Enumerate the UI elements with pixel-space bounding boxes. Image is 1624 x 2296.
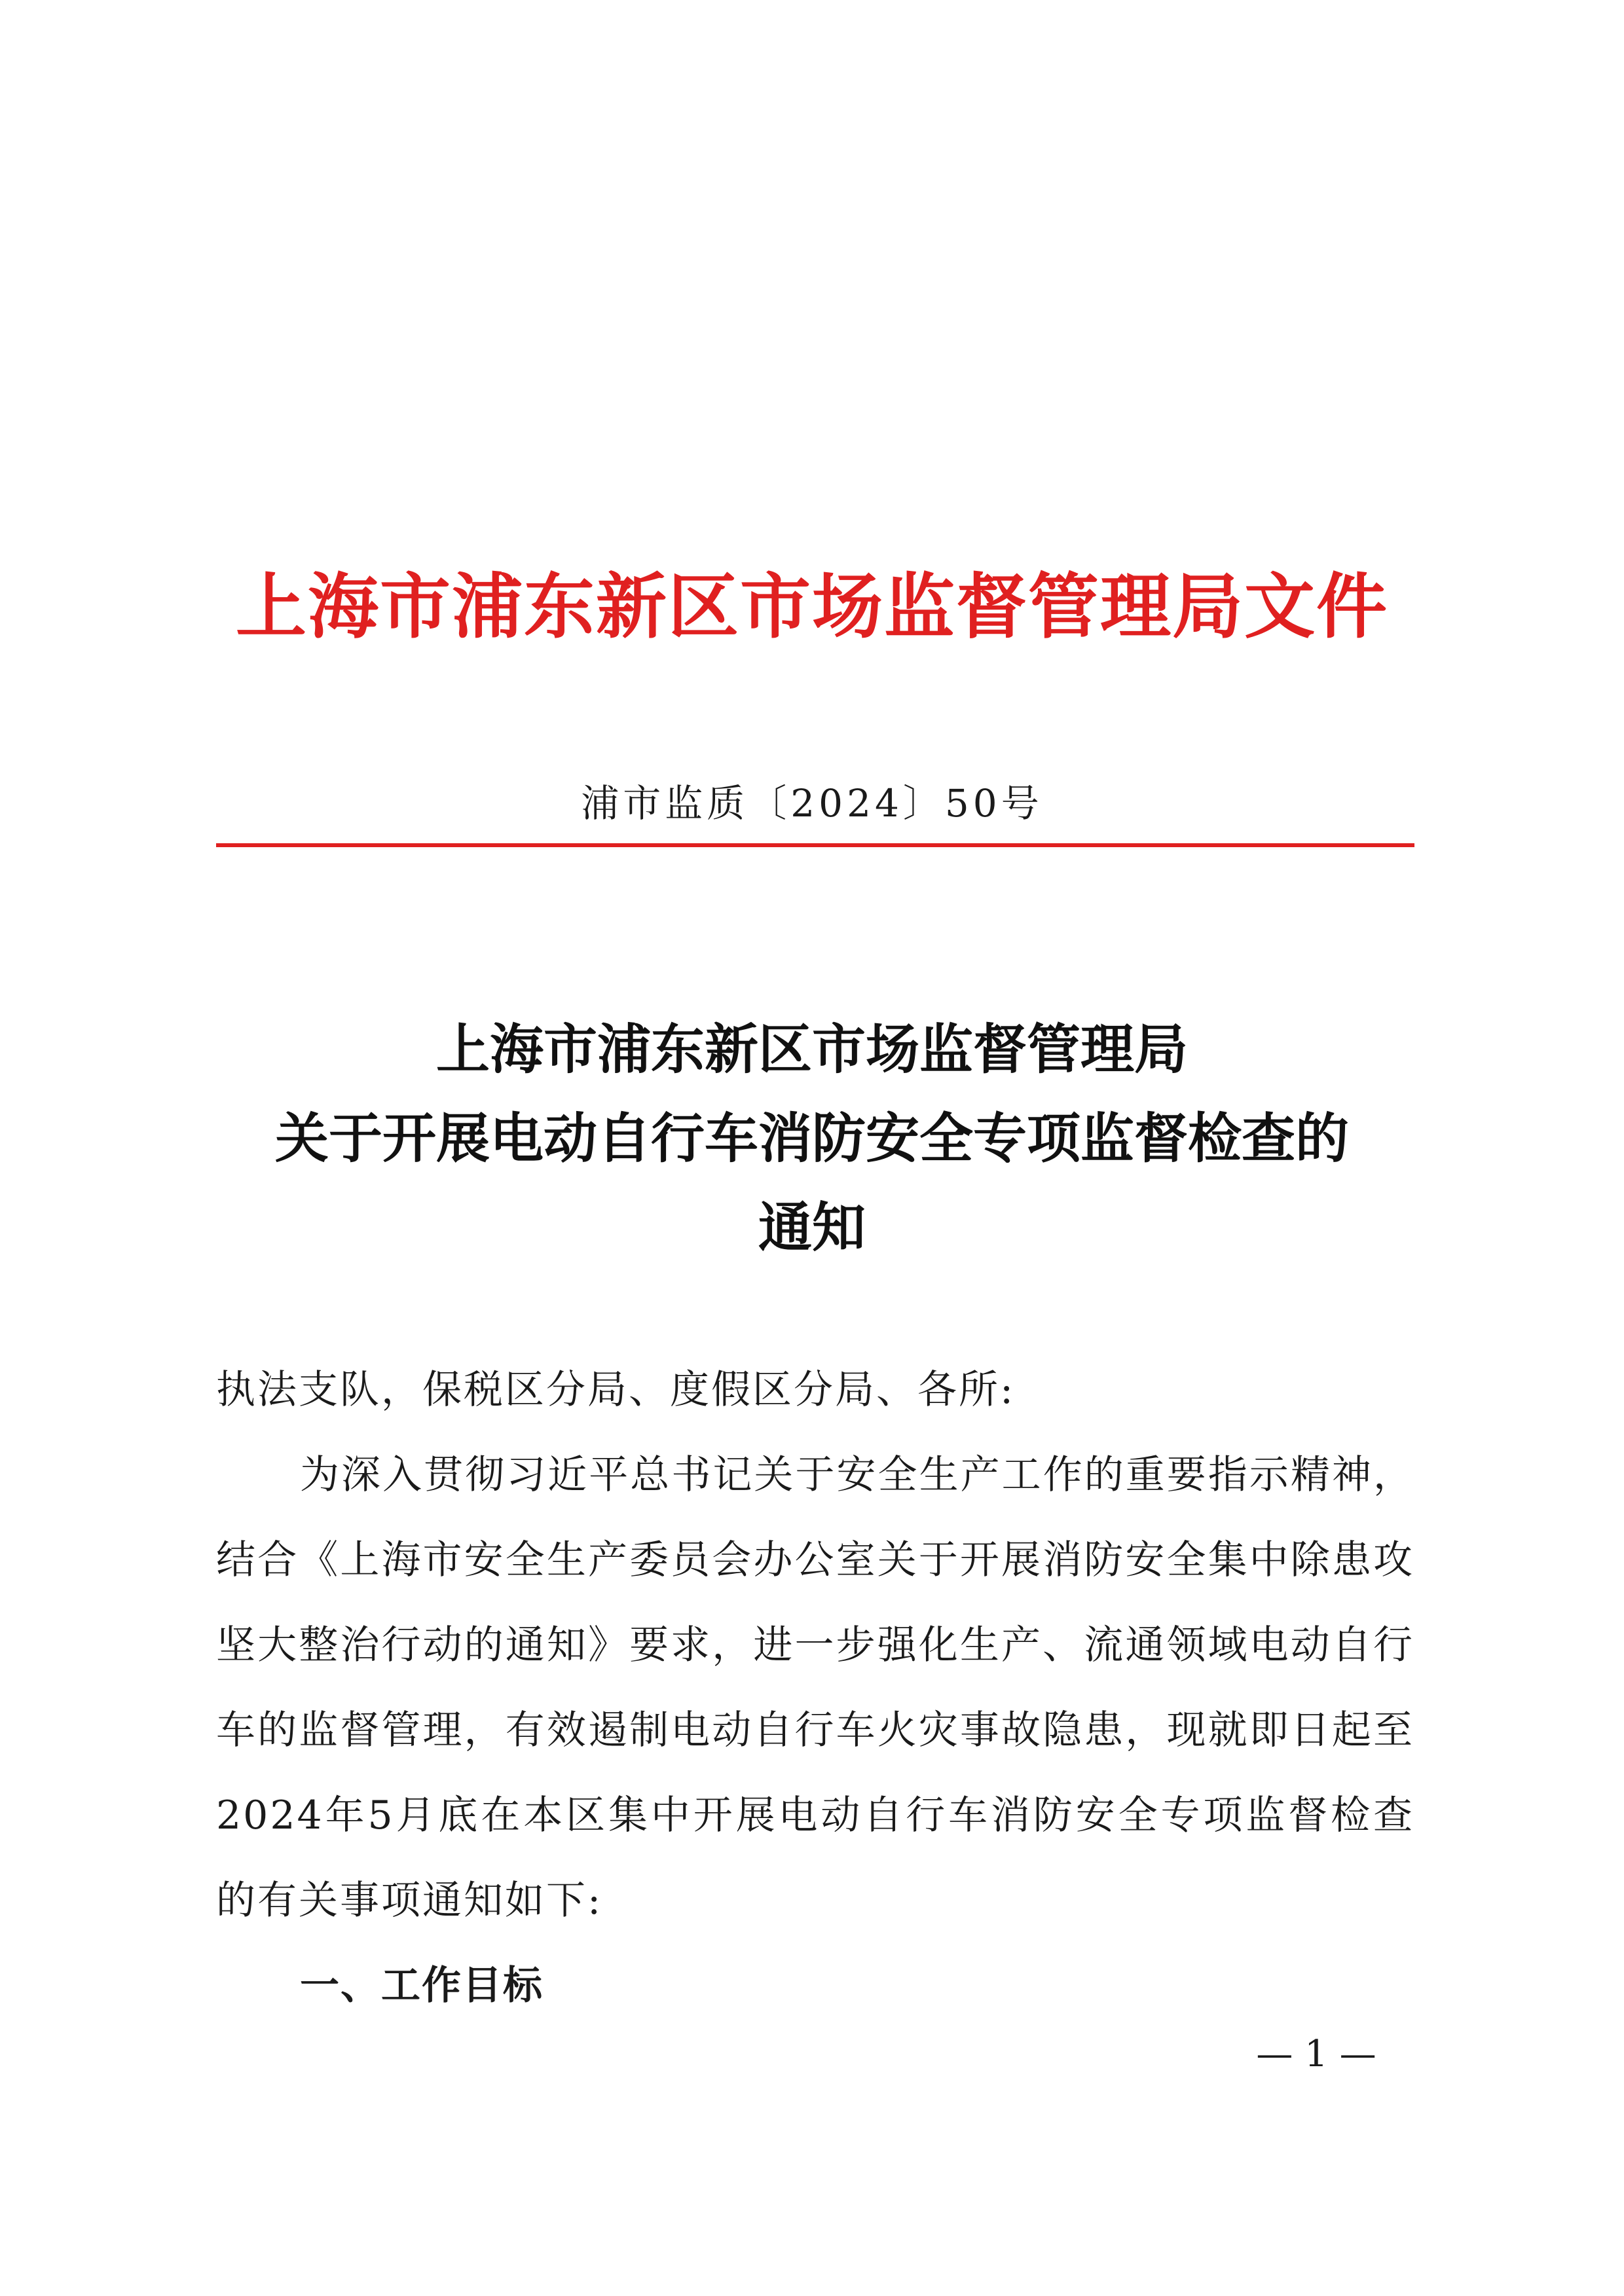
title-line-2: 关于开展电动自行车消防安全专项监督检查的 [274, 1107, 1349, 1170]
page-number: — 1 — [1256, 2033, 1376, 2075]
title-line-3: 通知 [758, 1196, 866, 1259]
body-text [216, 1347, 1414, 2028]
title-line-1: 上海市浦东新区市场监督管理局 [435, 1018, 1188, 1081]
paragraph-1: 为深入贯彻习近平总书记关于安全生产工作的重要指示精神，结合《上海市安全生产委员会办公室关于开展消防安全集中除患攻坚大整治行动的通知》要求，进一步强化生产、流通领域电动自行车的监督管理，有效遏制电动自行车火灾事故隐患，现就即日起至2024年5月底在本区集中开展电动自行车消防安全专项监督检查的有关事项通知如下: [216, 1452, 1414, 1923]
document-number: 浦市监质〔2024〕50号 [581, 781, 1043, 826]
notice-title [157, 1005, 1467, 1272]
red-divider [216, 843, 1414, 847]
addressee: 执法支队，保税区分局、度假区分局、各所: [216, 1367, 1016, 1413]
section-1-heading: 一、工作目标 [300, 1963, 544, 2009]
issuer-header: 上海市浦东新区市场监督管理局文件 [235, 566, 1388, 648]
